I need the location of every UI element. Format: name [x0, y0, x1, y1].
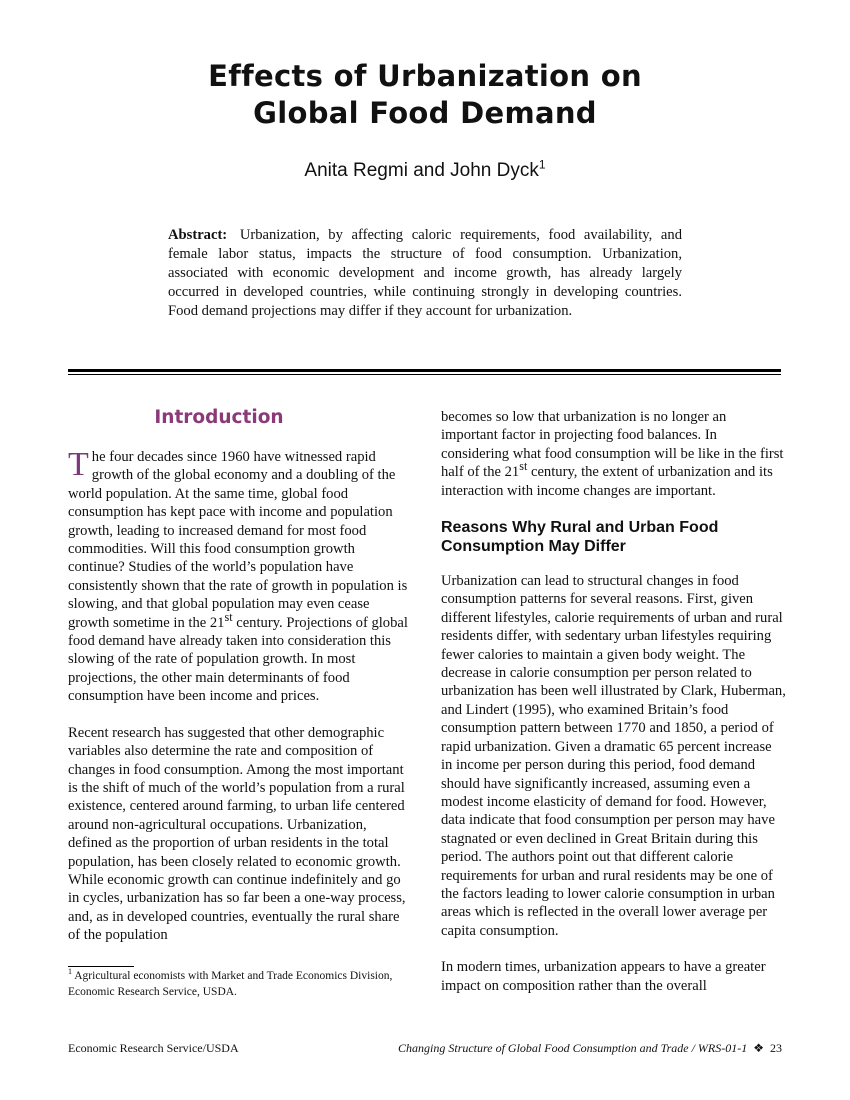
ornament-icon: ❖: [753, 1041, 764, 1055]
intro-paragraph-3-text-b: century, the extent of urbanization and its interaction with income changes are important.: [441, 464, 773, 499]
ordinal-superscript: st: [519, 459, 528, 474]
author-names: Anita Regmi and John Dyck: [304, 160, 539, 181]
footnote-rule: [68, 966, 134, 967]
footnote: [68, 968, 398, 1000]
footnote-mark: 1: [68, 967, 72, 977]
right-column: [441, 408, 786, 995]
footer-publication-title: Changing Structure of Global Food Consumption and Trade / WRS-01-1: [398, 1041, 748, 1055]
intro-paragraph-3: [441, 408, 786, 500]
article-title-line-1: Effects of Urbanization on: [208, 59, 642, 93]
reasons-paragraph-1: Urbanization can lead to structural changes in food consumption patterns for several reasons. First, given different lifestyles, calorie requirements of urban and rural residents differ, with sedentary urban lifestyles requiring fewer calories to maintain a given body weight. The decrease in calorie consumption per person related to urbanization has been well illustrated by Clark, Huberman, and Lindert (1995), who examined Britain’s food consumption pattern between 1770 and 1850, a period of rapid urbanization. Given a dramatic 65 percent increase in income per person during this period, food demand should have significantly increased, assuming even a modest income elasticity of demand for food. However, data indicate that food consumption per person may have stagnated or even declined in Great Britain during this period. The authors point out that different calorie requirements for urban and rural residents may be one of the factors leading to lower calorie consumption in urban areas which is reflected in the overall lower average per capita consumption.: [441, 573, 786, 939]
section-divider-thick: [68, 369, 781, 372]
introduction-heading: Introduction: [154, 407, 284, 428]
intro-paragraph-3-text-a: becomes so low that urbanization is no longer an important factor in projecting food balances. In considering what food consumption will be like in the first half of the 21: [441, 409, 784, 481]
author-footnote-mark[interactable]: 1: [538, 157, 546, 172]
abstract-label: Abstract:: [168, 227, 228, 243]
drop-cap: T: [68, 446, 89, 483]
reasons-paragraph-2: In modern times, urbanization appears to have a greater impact on composition rather than the overall: [441, 959, 766, 994]
intro-paragraph-1: [68, 448, 410, 706]
left-column: [68, 448, 410, 945]
reasons-heading: Reasons Why Rural and Urban Food Consumption May Differ: [441, 519, 719, 556]
footnote-text: Agricultural economists with Market and Trade Economics Division, Economic Research Service, USDA.: [68, 970, 393, 998]
abstract-text: Urbanization, by affecting caloric requirements, food availability, and female labor status, impacts the structure of food consumption. Urbanization, associated with economic development and income growth, has already largely occurred in developed countries, while continuing strongly in developing countries. Food demand projections may differ if they account for urbanization.: [168, 227, 682, 319]
section-divider-thin: [68, 374, 781, 375]
abstract: [168, 226, 682, 321]
intro-paragraph-1-text-b: century. Projections of global food demand have already taken into consideration this slowing of the rate of population growth. In most projections, the other main determinants of food consumption have been income and prices.: [68, 614, 408, 705]
authors: [0, 157, 850, 182]
article-title-line-2: Global Food Demand: [253, 96, 597, 130]
intro-paragraph-2: Recent research has suggested that other demographic variables also determine the rate and composition of changes in food consumption. Among the most important is the shift of much of the world’s population from a rural existence, centered around farming, to urban life centered around non-agricultural occupations. Urbanization, defined as the proportion of urban residents in the total population, has been closely related to economic growth. While economic growth can continue indefinitely and go in cycles, urbanization has so far been a one-way process, and, as in developed countries, eventually the rural share of the population: [68, 724, 406, 944]
page-number: 23: [770, 1041, 782, 1055]
article-title: [0, 58, 850, 132]
ordinal-superscript: st: [224, 609, 233, 624]
footer-right: [398, 1041, 782, 1056]
footer-publisher: Economic Research Service/USDA: [68, 1041, 239, 1055]
intro-paragraph-1-text-a: he four decades since 1960 have witnessed rapid growth of the global economy and a doubling of the world population. At the same time, global food consumption has kept pace with income and population growth, leading to increased demand for most food commodities. Will this food consumption growth continue? Studies of the world’s population have consistently shown that the rate of growth in population is slowing, and that global population may even cease growth sometime in the 21: [68, 449, 408, 631]
